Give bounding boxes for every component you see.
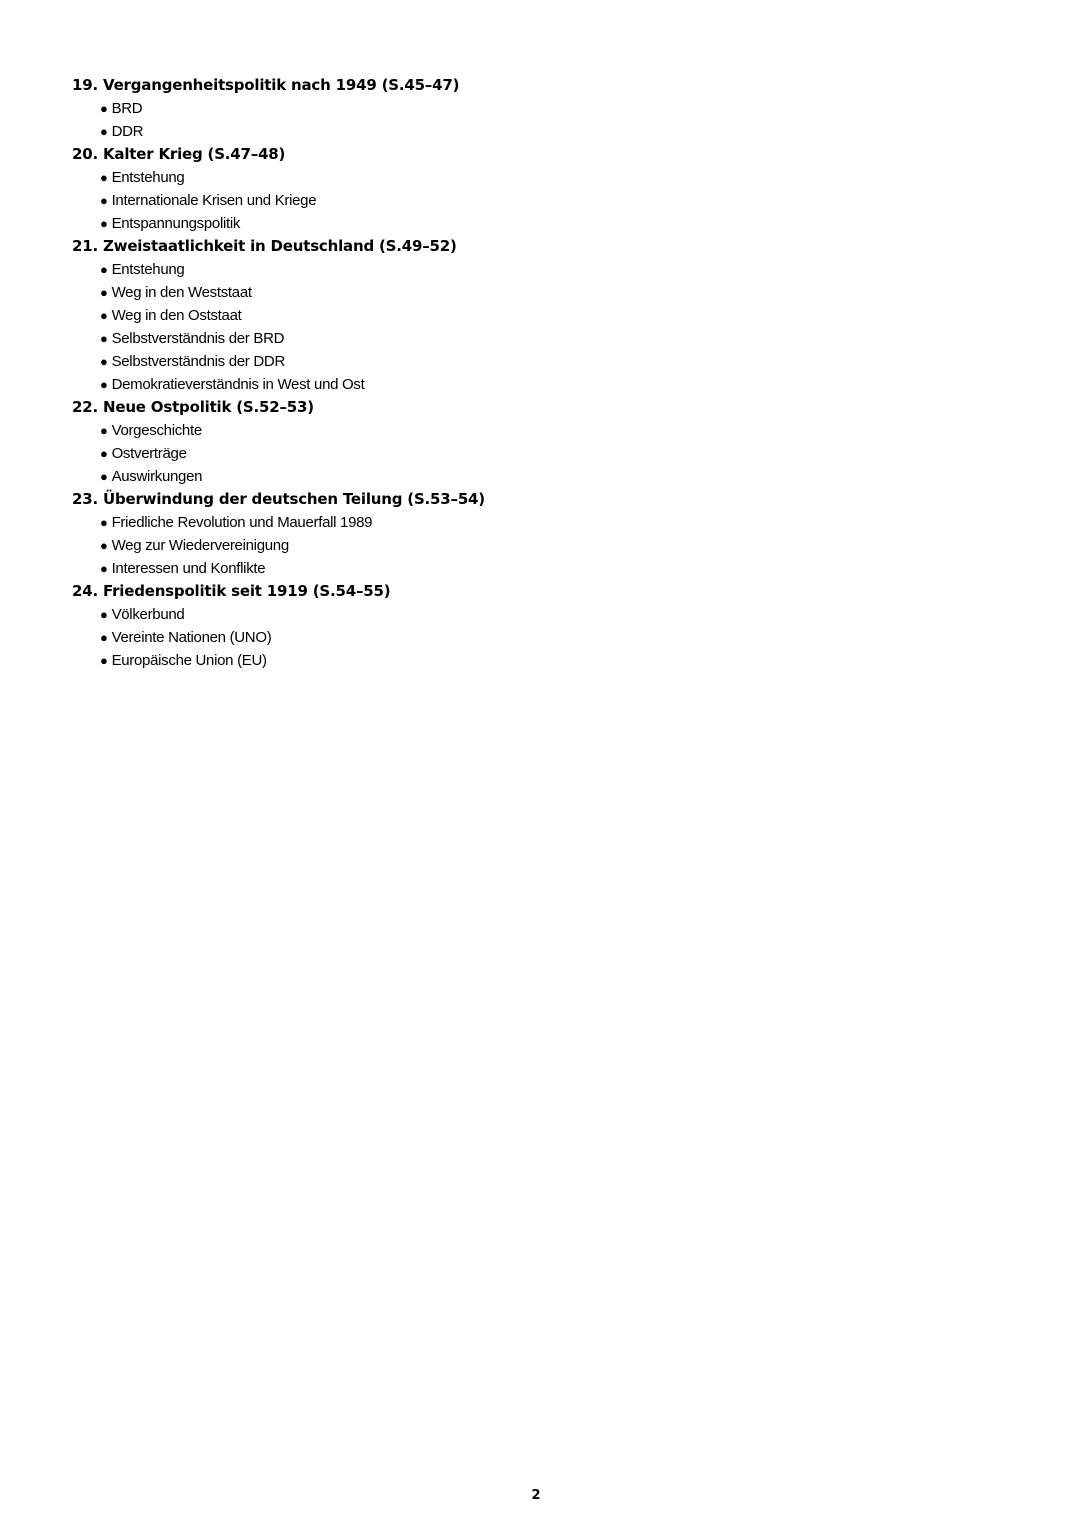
list-item: ● Interessen und Konflikte [100,557,972,580]
list-item: ● Demokratieverständnis in West und Ost [100,373,972,396]
bullet-icon: ● [100,101,108,116]
bullet-icon: ● [100,538,108,553]
section-title: 23. Überwindung der deutschen Teilung (S.53–54) [72,490,485,508]
table-of-contents [72,74,972,672]
list-item: ● Auswirkungen [100,465,972,488]
list-item: ● Weg zur Wiedervereinigung [100,534,972,557]
bullet-list [72,603,972,672]
list-item: ● BRD [100,97,972,120]
bullet-icon: ● [100,630,108,645]
list-item: ● DDR [100,120,972,143]
bullet-icon: ● [100,469,108,484]
bullet-icon: ● [100,193,108,208]
bullet-icon: ● [100,354,108,369]
list-item: ● Entstehung [100,166,972,189]
list-item: ● Vorgeschichte [100,419,972,442]
list-item: ● Weg in den Weststaat [100,281,972,304]
toc-section-24 [72,580,972,672]
list-item: ● Internationale Krisen und Kriege [100,189,972,212]
bullet-icon: ● [100,216,108,231]
bullet-icon: ● [100,262,108,277]
list-item: ● Ostverträge [100,442,972,465]
bullet-icon: ● [100,331,108,346]
section-title: 22. Neue Ostpolitik (S.52–53) [72,398,314,416]
section-title: 21. Zweistaatlichkeit in Deutschland (S.49–52) [72,237,457,255]
bullet-icon: ● [100,515,108,530]
list-item: ● Entspannungspolitik [100,212,972,235]
toc-section-19 [72,74,972,143]
bullet-icon: ● [100,561,108,576]
bullet-icon: ● [100,170,108,185]
bullet-list [72,258,972,396]
section-title: 24. Friedenspolitik seit 1919 (S.54–55) [72,582,391,600]
list-item: ● Europäische Union (EU) [100,649,972,672]
section-title: 20. Kalter Krieg (S.47–48) [72,145,286,163]
bullet-icon: ● [100,285,108,300]
list-item: ● Selbstverständnis der DDR [100,350,972,373]
bullet-icon: ● [100,308,108,323]
toc-section-23 [72,488,972,580]
list-item: ● Vereinte Nationen (UNO) [100,626,972,649]
bullet-icon: ● [100,124,108,139]
list-item: ● Weg in den Oststaat [100,304,972,327]
bullet-list [72,97,972,143]
bullet-list [72,511,972,580]
list-item: ● Friedliche Revolution und Mauerfall 1989 [100,511,972,534]
bullet-list [72,166,972,235]
list-item: ● Völkerbund [100,603,972,626]
bullet-icon: ● [100,653,108,668]
bullet-list [72,419,972,488]
bullet-icon: ● [100,377,108,392]
bullet-icon: ● [100,607,108,622]
toc-section-21 [72,235,972,396]
section-title: 19. Vergangenheitspolitik nach 1949 (S.45–47) [72,76,460,94]
list-item: ● Selbstverständnis der BRD [100,327,972,350]
bullet-icon: ● [100,446,108,461]
list-item: ● Entstehung [100,258,972,281]
page-number: 2 [531,1488,541,1503]
toc-section-20 [72,143,972,235]
toc-section-22 [72,396,972,488]
bullet-icon: ● [100,423,108,438]
